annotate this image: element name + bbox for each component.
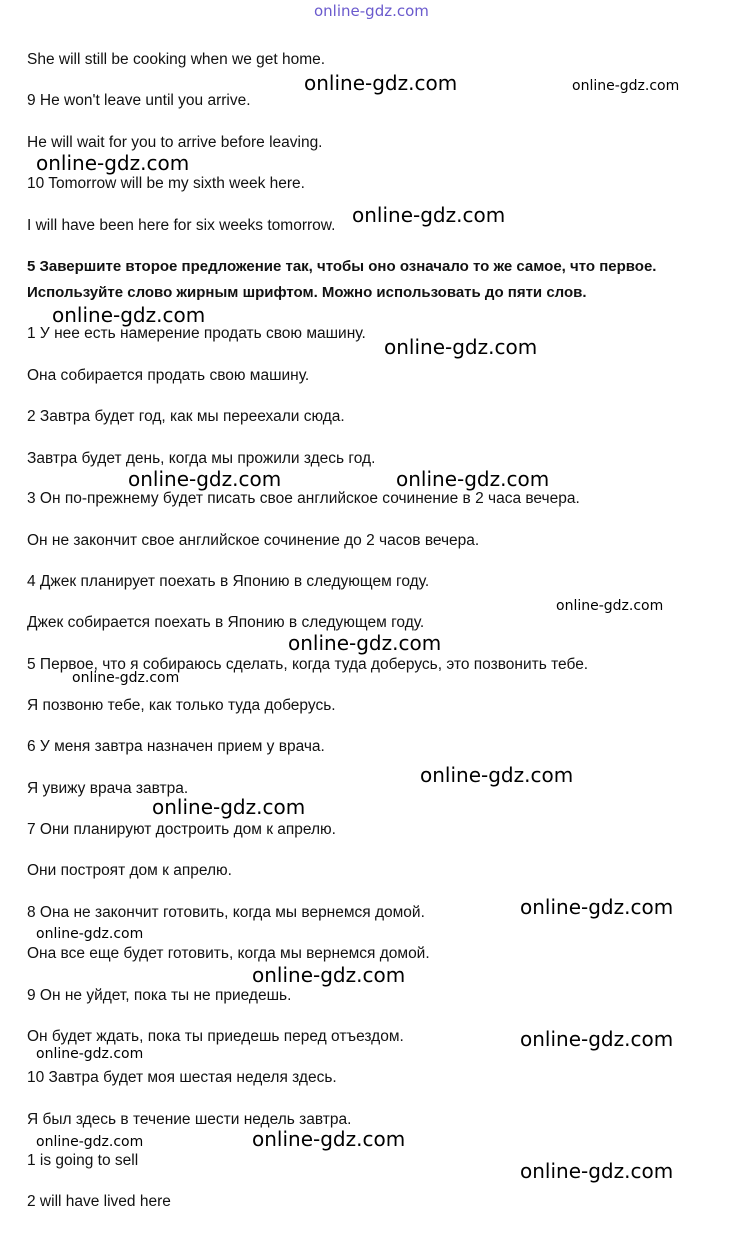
- watermark: online-gdz.com: [352, 203, 506, 227]
- watermark: online-gdz.com: [520, 1027, 674, 1051]
- text-line: 10 Завтра будет моя шестая неделя здесь.: [27, 1069, 337, 1086]
- watermark: online-gdz.com: [128, 467, 282, 491]
- watermark: online-gdz.com: [152, 795, 306, 819]
- watermark: online-gdz.com: [384, 335, 538, 359]
- text-line: Она все еще будет готовить, когда мы вернемся домой.: [27, 945, 430, 962]
- watermark: online-gdz.com: [36, 1134, 144, 1150]
- text-line: 5 Первое, что я собираюсь сделать, когда туда доберусь, это позвонить тебе.: [27, 656, 589, 673]
- text-line: 1 У нее есть намерение продать свою машину.: [27, 325, 366, 342]
- text-line: 10 Tomorrow will be my sixth week here.: [27, 175, 305, 192]
- text-line: 2 Завтра будет год, как мы переехали сюда.: [27, 408, 345, 425]
- watermark: online-gdz.com: [556, 598, 664, 614]
- watermark: online-gdz.com: [420, 763, 574, 787]
- text-line: Он будет ждать, пока ты приедешь перед отъездом.: [27, 1028, 404, 1045]
- text-line: 7 Они планируют достроить дом к апрелю.: [27, 821, 336, 838]
- text-line: Я позвоню тебе, как только туда доберусь.: [27, 697, 336, 714]
- watermark: online-gdz.com: [304, 71, 458, 95]
- text-line: 4 Джек планирует поехать в Японию в следующем году.: [27, 573, 430, 590]
- text-line: 9 He won't leave until you arrive.: [27, 92, 251, 109]
- task-heading: Используйте слово жирным шрифтом. Можно использовать до пяти слов.: [27, 284, 587, 301]
- text-line: Завтра будет день, когда мы прожили здесь год.: [27, 450, 376, 467]
- text-line: I will have been here for six weeks tomorrow.: [27, 217, 336, 234]
- watermark: online-gdz.com: [252, 1127, 406, 1151]
- watermark: online-gdz.com: [252, 963, 406, 987]
- text-line: Я увижу врача завтра.: [27, 780, 189, 797]
- text-line: 9 Он не уйдет, пока ты не приедешь.: [27, 987, 292, 1004]
- text-line: Они построят дом к апрелю.: [27, 862, 232, 879]
- watermark: online-gdz.com: [288, 631, 442, 655]
- watermark: online-gdz.com: [36, 1046, 144, 1062]
- watermark: online-gdz.com: [396, 467, 550, 491]
- watermark: online-gdz.com: [36, 926, 144, 942]
- text-line: Он не закончит свое английское сочинение до 2 часов вечера.: [27, 532, 480, 549]
- text-line: 1 is going to sell: [27, 1152, 139, 1169]
- watermark: online-gdz.com: [72, 670, 180, 686]
- text-line: 6 У меня завтра назначен прием у врача.: [27, 738, 325, 755]
- text-line: Я был здесь в течение шести недель завтра.: [27, 1111, 352, 1128]
- watermark: online-gdz.com: [52, 303, 206, 327]
- text-line: He will wait for you to arrive before leaving.: [27, 134, 323, 151]
- watermark: online-gdz.com: [520, 895, 674, 919]
- text-line: She will still be cooking when we get home.: [27, 51, 326, 68]
- task-heading: 5 Завершите второе предложение так, чтобы оно означало то же самое, что первое.: [27, 258, 657, 275]
- watermark: online-gdz.com: [572, 78, 680, 94]
- watermark-top: online-gdz.com: [314, 2, 429, 20]
- text-line: 8 Она не закончит готовить, когда мы вернемся домой.: [27, 904, 425, 921]
- watermark: online-gdz.com: [36, 151, 190, 175]
- text-line: 2 will have lived here: [27, 1193, 171, 1210]
- text-line: 3 Он по-прежнему будет писать свое английское сочинение в 2 часа вечера.: [27, 490, 580, 507]
- text-line: Она собирается продать свою машину.: [27, 367, 310, 384]
- watermark: online-gdz.com: [520, 1159, 674, 1183]
- text-line: Джек собирается поехать в Японию в следующем году.: [27, 614, 425, 631]
